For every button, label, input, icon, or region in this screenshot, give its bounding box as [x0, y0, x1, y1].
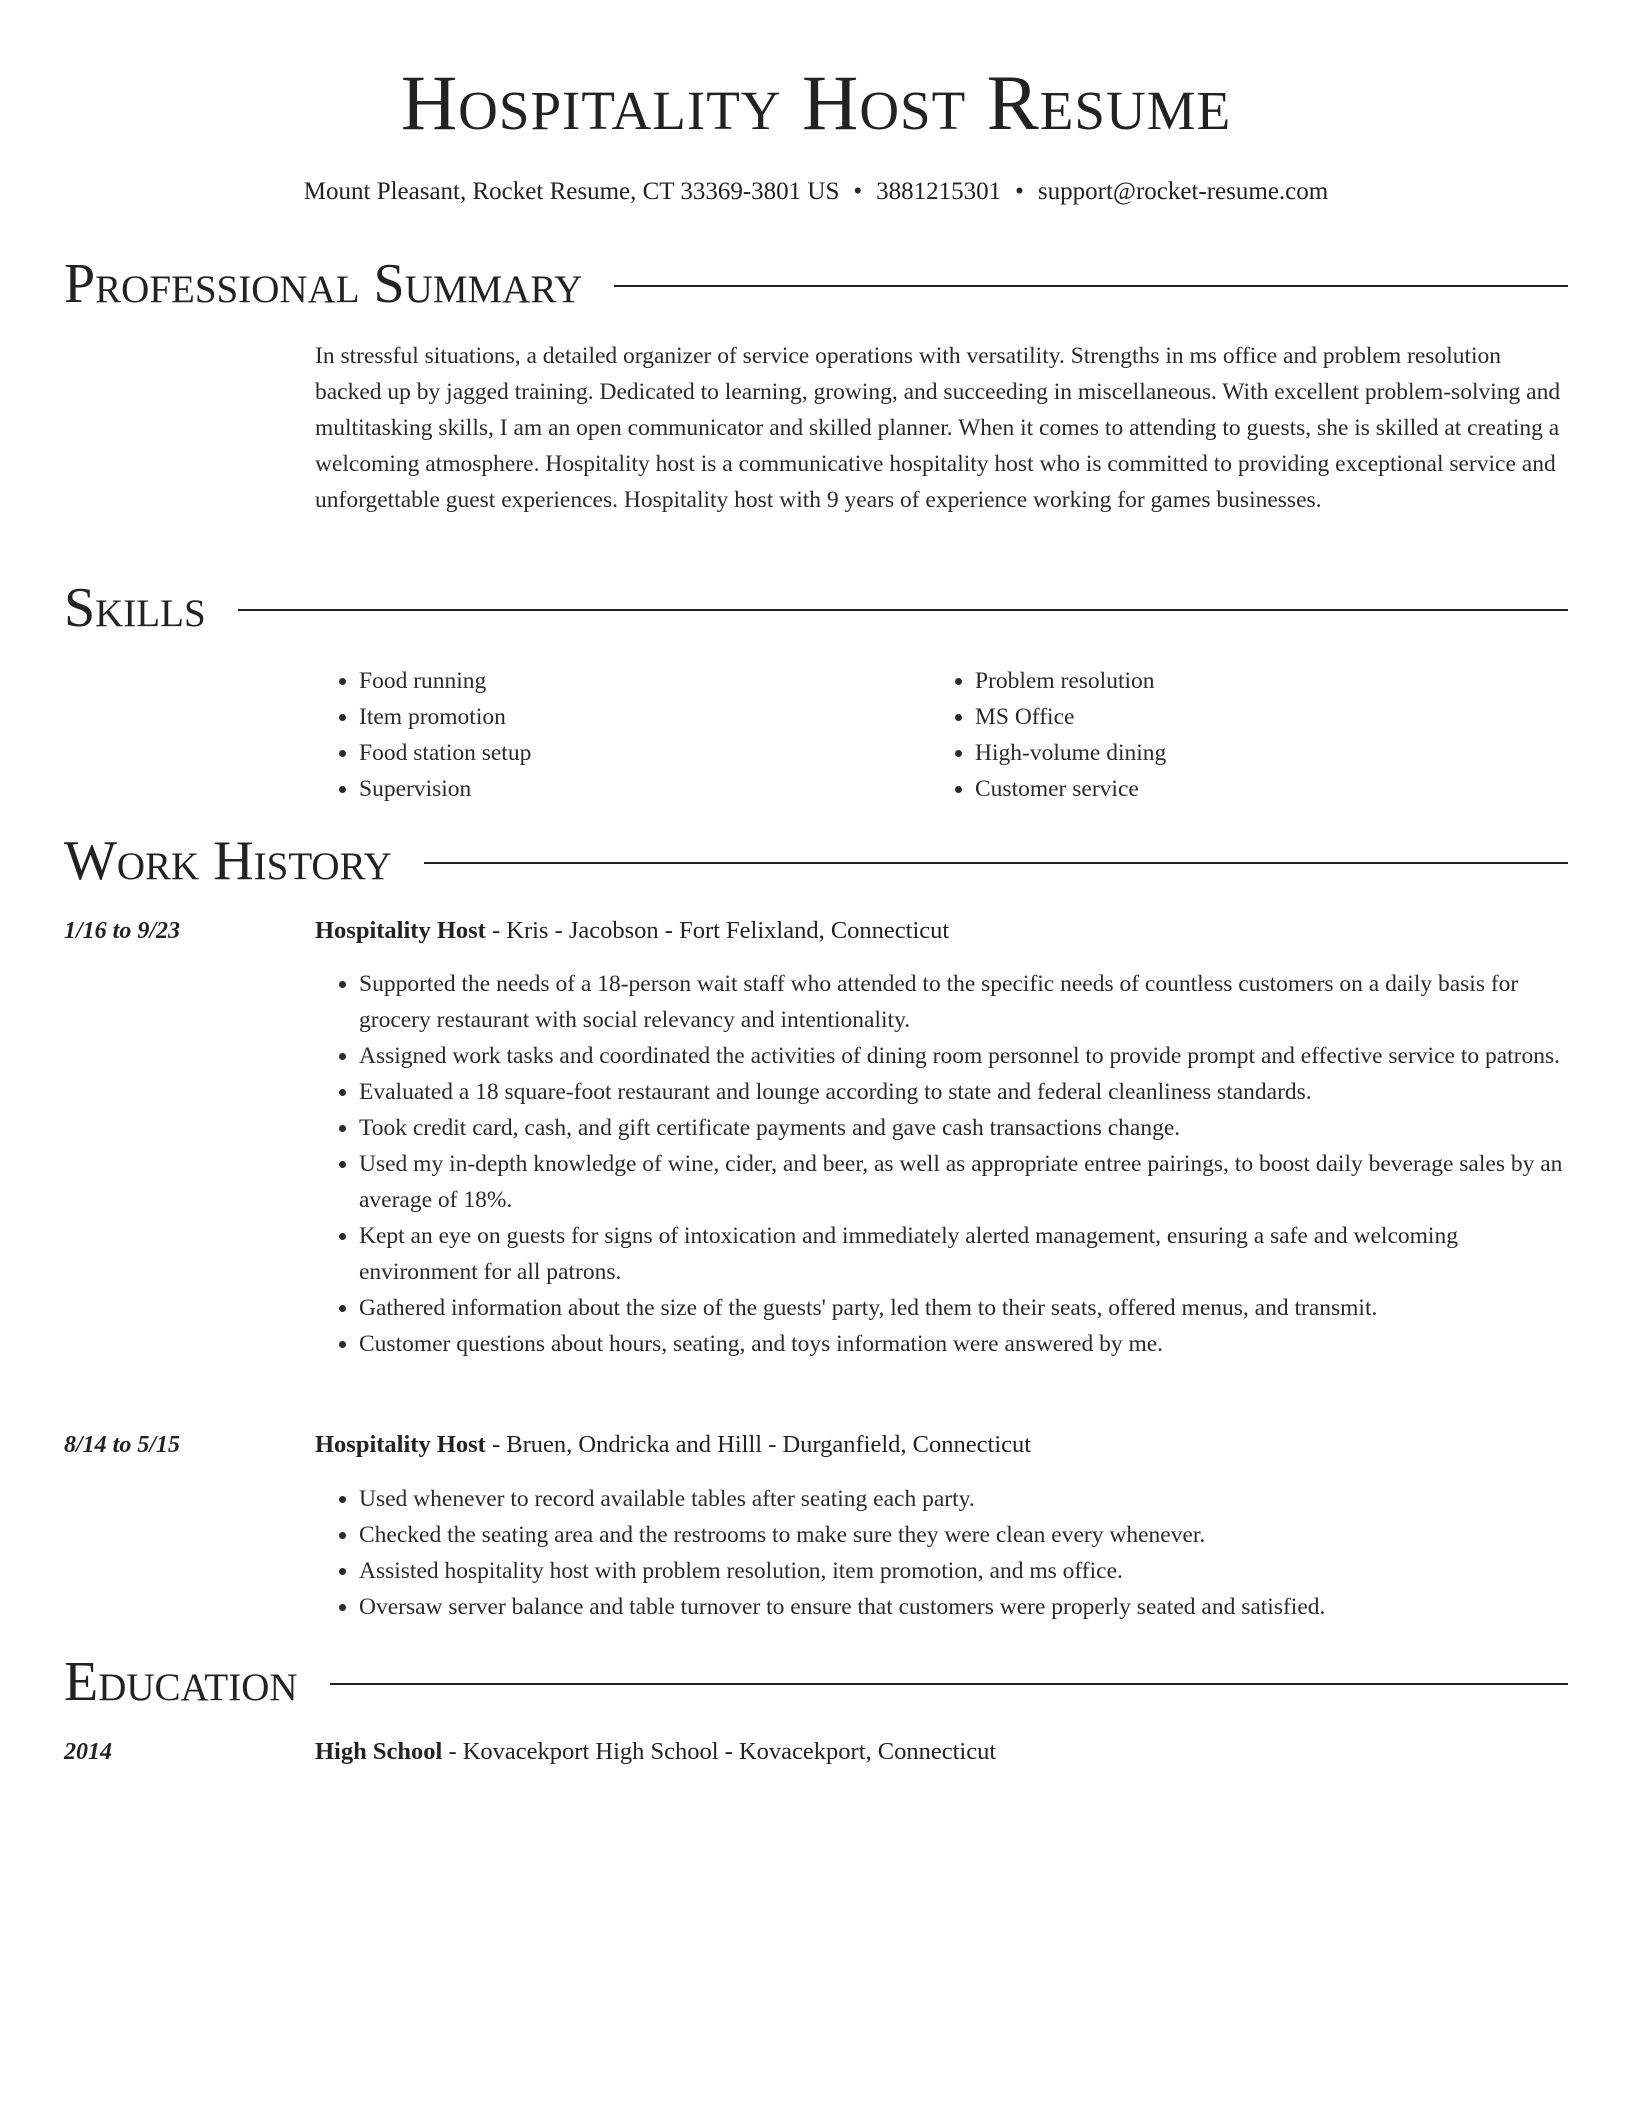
- education-heading: Education: [64, 1651, 298, 1713]
- summary-text: In stressful situations, a detailed organizer of service operations with versatility. Strengths in ms office and problem resolution backed up by jagged training. Dedicated to learning, growing, and succeeding in miscellaneous. With excellent problem-solving and multitasking skills, I am an open communicator and skilled planner. When it comes to attending to guests, she is skilled at creating a welcoming atmosphere. Hospitality host is a communicative hospitality host who is committed to providing exceptional service and unforgettable guest experiences. Hospitality host with 9 years of experience working for games businesses.: [315, 343, 1561, 513]
- skills-column-right: [931, 663, 1547, 807]
- job-bullet: • Evaluated a 18 square-foot restaurant and lounge according to state and federal cleanliness standards.: [359, 1074, 1568, 1110]
- contact-line: [64, 174, 1568, 210]
- skills-list: [315, 663, 1568, 807]
- job-bullet: • Assisted hospitality host with problem resolution, item promotion, and ms office.: [359, 1553, 1568, 1589]
- job-bullet: • Customer questions about hours, seating, and toys information were answered by me.: [359, 1326, 1568, 1362]
- skills-heading: Skills: [64, 577, 206, 639]
- job-details: - Bruen, Ondricka and Hilll - Durganfield, Connecticut: [485, 1431, 1032, 1458]
- skill-item: • High-volume dining: [975, 735, 1547, 771]
- education-details: - Kovacekport High School - Kovacekport, Connecticut: [442, 1738, 997, 1765]
- education-degree: High School: [315, 1738, 443, 1765]
- job-bullet: • Kept an eye on guests for signs of intoxication and immediately alerted management, ensuring a safe and welcoming environment for all patrons.: [359, 1218, 1568, 1290]
- job-bullet: • Oversaw server balance and table turnover to ensure that customers were properly seated and satisfied.: [359, 1589, 1568, 1625]
- skill-item: • Food station setup: [359, 735, 931, 771]
- contact-address: Mount Pleasant, Rocket Resume, CT 33369-3801 US: [303, 178, 840, 205]
- education-entry: [315, 1734, 996, 1770]
- work-heading: Work History: [64, 830, 392, 892]
- job-bullet-list: [315, 1481, 1568, 1625]
- skill-item: • Customer service: [975, 771, 1547, 807]
- summary-section-header: [64, 252, 1568, 316]
- education-section-header: [64, 1650, 1568, 1714]
- contact-separator: •: [1015, 178, 1024, 205]
- section-divider: [330, 1683, 1568, 1685]
- job-bullet: • Gathered information about the size of the guests' party, led them to their seats, offered menus, and transmit.: [359, 1290, 1568, 1326]
- summary-heading: Professional Summary: [64, 253, 583, 315]
- job-header: [315, 913, 949, 949]
- section-divider: [424, 862, 1568, 864]
- job-title: Hospitality Host: [315, 1431, 486, 1458]
- contact-email[interactable]: support@rocket-resume.com: [1037, 178, 1329, 205]
- skill-item: • Supervision: [359, 771, 931, 807]
- section-divider: [238, 609, 1568, 611]
- job-title: Hospitality Host: [315, 917, 486, 944]
- job-details: - Kris - Jacobson - Fort Felixland, Connecticut: [485, 917, 950, 944]
- education-year: 2014: [64, 1739, 112, 1765]
- skill-item: • Problem resolution: [975, 663, 1547, 699]
- skill-item: • Item promotion: [359, 699, 931, 735]
- job-dates: 1/16 to 9/23: [64, 918, 181, 944]
- job-bullet: • Assigned work tasks and coordinated the activities of dining room personnel to provide prompt and effective service to patrons.: [359, 1038, 1568, 1074]
- job-bullet: • Supported the needs of a 18-person wait staff who attended to the specific needs of countless customers on a daily basis for grocery restaurant with social relevancy and intentionality.: [359, 966, 1568, 1038]
- job-bullet: • Used my in-depth knowledge of wine, cider, and beer, as well as appropriate entree pairings, to boost daily beverage sales by an average of 18%.: [359, 1146, 1568, 1218]
- job-bullet: • Took credit card, cash, and gift certificate payments and gave cash transactions change.: [359, 1110, 1568, 1146]
- skill-item: • MS Office: [975, 699, 1547, 735]
- skills-column-left: [315, 663, 931, 807]
- job-dates: 8/14 to 5/15: [64, 1432, 181, 1458]
- contact-separator: •: [853, 178, 863, 205]
- skill-item: • Food running: [359, 663, 931, 699]
- resume-title: Hospitality Host Resume: [400, 59, 1232, 146]
- job-bullet: • Checked the seating area and the restrooms to make sure they were clean every whenever.: [359, 1517, 1568, 1553]
- contact-phone[interactable]: 3881215301: [876, 178, 1002, 205]
- skills-section-header: [64, 576, 1568, 640]
- work-section-header: [64, 829, 1568, 893]
- section-divider: [614, 285, 1568, 287]
- job-bullet-list: [315, 966, 1568, 1362]
- job-bullet: • Used whenever to record available tables after seating each party.: [359, 1481, 1568, 1517]
- job-header: [315, 1427, 1031, 1463]
